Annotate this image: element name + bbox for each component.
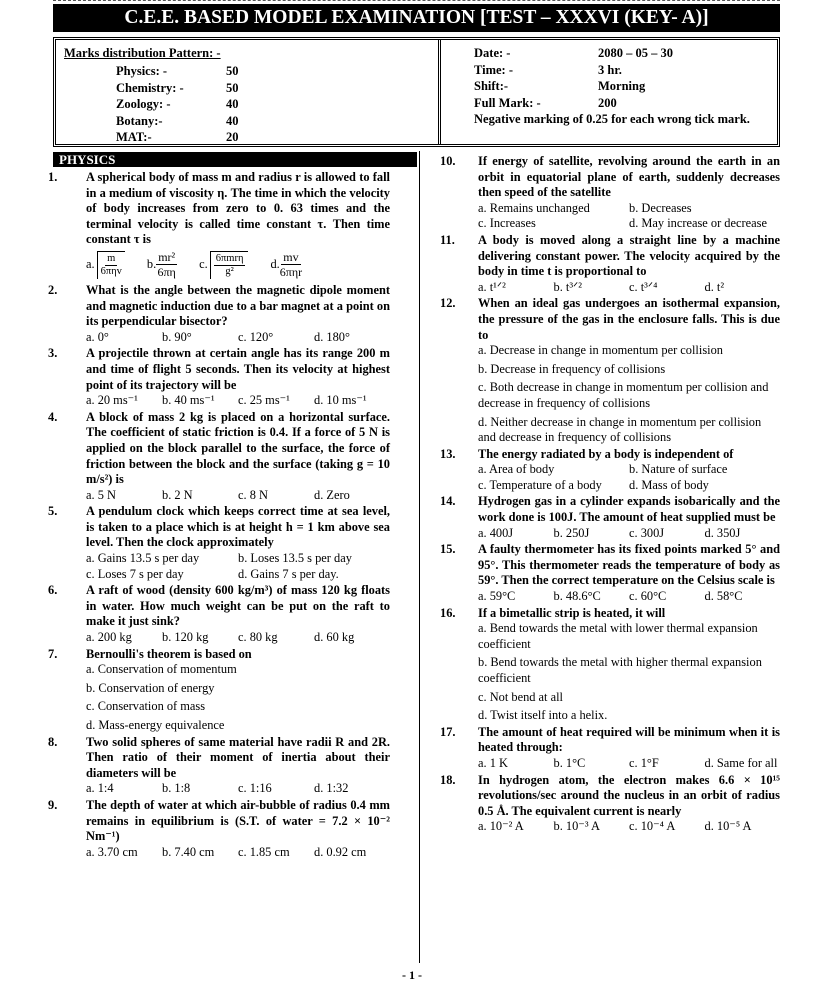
question-body [86,735,390,797]
option-b[interactable]: b. Decreases [629,200,692,215]
option-c[interactable]: c. Temperature of a body [478,477,602,492]
question-7 [48,647,390,734]
option-b[interactable]: b. 250J [553,525,590,540]
question-text: A raft of wood (density 600 kg/m³) of mass 120 kg floats in water. How much weight can be put on the raft to make it just sink? [86,583,390,629]
question-text: Bernoulli's theorem is based on [86,646,252,661]
meta-row [474,46,750,63]
question-body [478,606,780,724]
option-b[interactable]: b. Nature of surface [629,462,728,477]
option-d[interactable]: d. Neither decrease in change in momentum per collision and decrease in frequency of collisions [478,414,762,445]
question-text: In hydrogen atom, the electron makes 6.6 × 10¹⁵ revolutions/sec around the nucleus in an orbit of radius 0.5 Å. The equivalent current is nearly [478,772,780,818]
denominator: 6πη [157,265,176,280]
option-d[interactable]: d. 350J [704,525,741,540]
marks-row [64,81,266,98]
question-body [86,583,390,645]
meta-key: Time: - [474,62,513,77]
option-b[interactable]: b. 1:8 [162,781,191,796]
option-b[interactable]: b. 90° [162,329,192,344]
question-9 [48,798,390,860]
question-number: 11. [440,232,455,247]
question-number: 5. [48,504,58,519]
question-text: The amount of heat required will be minimum when it is heated through: [478,724,780,755]
question-10 [440,154,780,232]
question-text: A pendulum clock which keeps correct time at sea level, is taken to a place which is at height h = 1 km above sea level. Then the clock approximately [86,504,390,550]
question-number: 3. [48,346,58,361]
option-a[interactable]: a. Area of body [478,462,555,477]
question-options [86,488,390,504]
option-a[interactable]: a. t¹ᐟ² [478,279,506,294]
question-text: The depth of water at which air-bubble of radius 0.4 mm remains in equilibrium is (S.T. of water = 7.2 × 10⁻² Nm⁻¹) [86,797,390,844]
option-c[interactable]: c. Not bend at all [478,689,563,704]
question-5 [48,504,390,582]
option-a[interactable]: a. Bend towards the metal with lower thermal expansion coefficient [478,621,758,651]
option-d[interactable]: d. t² [704,279,725,294]
question-4 [48,410,390,504]
question-text: A block of mass 2 kg is placed on a horizontal surface. The coefficient of static friction is 0.4. If a force of 5 N is applied on the block parallel to the surface, the force of friction between the block and the surface (taking g = 10 m/s²) is [86,409,390,487]
meta-value: Morning [598,79,646,93]
question-options [478,526,780,542]
question-number: 9. [48,797,58,812]
numerator: 6πmrη [215,252,244,264]
question-15 [440,542,780,604]
meta-key: Date: - [474,46,511,60]
section-heading: PHYSICS [53,152,417,167]
option-a[interactable]: a. Remains unchanged [478,200,590,215]
option-b[interactable]: b. 40 ms⁻¹ [162,393,215,408]
option-b[interactable]: b. 10⁻³ A [553,819,600,834]
subject-name: Chemistry: - [116,80,184,95]
marks-row [64,130,266,147]
option-d[interactable]: d. Twist itself into a helix. [478,708,608,723]
left-column [48,170,390,861]
question-2 [48,283,390,345]
meta-key: Shift:- [474,79,509,93]
question-text: A faulty thermometer has its fixed points marked 5° and 95°. This thermometer reads the temperature of body as 59°. Then the correct temperature on the Celsius scale is [478,542,780,588]
marks-row [64,64,266,81]
question-options [478,343,780,446]
numerator: mv [283,250,299,265]
question-number: 17. [440,724,456,739]
subject-name: Physics: - [116,64,168,78]
question-body [478,296,780,445]
option-c[interactable]: c. 300J [629,525,665,540]
option-c[interactable]: c. 1:16 [238,781,272,796]
question-number: 4. [48,409,58,424]
question-options [86,781,390,797]
denominator: 6πηv [100,265,122,277]
question-text: If energy of satellite, revolving around the earth in an orbit in equatorial plane of earth, suddenly decreases then speed of the satellite [478,154,780,200]
option-d[interactable] [270,250,302,279]
question-body [478,494,780,541]
question-number: 6. [48,583,58,598]
option-label: d. [270,257,280,272]
option-d[interactable]: d. 180° [314,329,350,344]
option-a[interactable]: a. 20 ms⁻¹ [86,393,138,408]
meta-value: 200 [598,95,617,110]
subject-marks: 50 [226,80,239,95]
option-b[interactable]: b. Decrease in frequency of collisions [478,361,666,376]
option-a[interactable]: a. 1 K [478,755,508,770]
question-8 [48,735,390,797]
question-options [478,621,780,724]
option-label: c. [199,257,208,272]
meta-row [474,79,750,96]
info-divider [438,40,442,144]
marks-distribution [64,46,266,147]
option-a[interactable]: a. 400J [478,525,514,540]
numerator: m [107,252,116,264]
question-body [478,725,780,772]
option-a[interactable]: a. Conservation of momentum [86,662,237,677]
question-number: 15. [440,542,456,557]
question-17 [440,725,780,772]
question-text: The energy radiated by a body is independent of [478,446,734,461]
sqrt-sign [97,251,125,279]
question-text: When an ideal gas undergoes an isothermal expansion, the pressure of the gas in the enclosure falls. This is due to [478,296,780,342]
option-a[interactable]: a. Gains 13.5 s per day [86,551,200,566]
marks-heading: Marks distribution Pattern: - [64,46,221,60]
question-options [478,589,780,605]
marks-row [64,97,266,114]
meta-key: Full Mark: - [474,95,541,110]
info-box [53,37,780,147]
question-text: A spherical body of mass m and radius r is allowed to fall in a medium of viscosity η. The time in which the velocity of body increases from zero to 0. 63 times and the terminal velocity is called time constant τ. Then time constant τ is [86,170,390,247]
option-c[interactable]: c. Loses 7 s per day [86,566,184,581]
option-a[interactable]: a. 0° [86,329,109,344]
option-b[interactable]: b. 1°C [553,755,586,770]
option-d[interactable]: d. Zero [314,487,350,502]
option-c[interactable] [199,251,248,279]
denominator: g² [225,265,234,277]
option-b[interactable]: b. Loses 13.5 s per day [238,551,352,566]
question-1 [48,170,390,282]
option-label: a. [86,257,95,272]
question-text: What is the angle between the magnetic dipole moment and magnetic induction due to a bar magnet at a point on its perpendicular bisector? [86,282,390,329]
option-b[interactable]: b. 7.40 cm [162,844,215,859]
question-number: 13. [440,446,456,461]
option-d[interactable]: d. 58°C [704,589,743,604]
option-b[interactable]: b. t³ᐟ² [553,279,583,294]
question-options [86,551,390,582]
subject-marks: 40 [226,113,239,128]
question-text: Two solid spheres of same material have radii R and 2R. Then ratio of their moment of inertia about their diameters will be [86,734,390,780]
option-a[interactable]: a. Decrease in change in momentum per collision [478,343,723,358]
option-c[interactable]: c. Increases [478,216,536,231]
column-divider [419,151,420,963]
option-c[interactable]: c. 25 ms⁻¹ [238,393,290,408]
question-16 [440,606,780,724]
question-body [478,447,780,494]
question-options [478,462,780,493]
subject-marks: 50 [226,64,239,78]
question-number: 2. [48,282,58,297]
option-a[interactable]: a. 200 kg [86,630,132,645]
subject-name: Botany:- [116,113,163,128]
option-b[interactable]: b. 2 N [162,487,193,502]
negative-marking-note: Negative marking of 0.25 for each wrong tick mark. [474,112,750,126]
option-a[interactable]: a. 10⁻² A [478,819,524,834]
option-d[interactable]: d. Gains 7 s per day. [238,566,339,581]
meta-row [474,96,750,113]
subject-name: MAT:- [116,130,152,144]
option-c[interactable]: c. Both decrease in change in momentum per collision and decrease in frequency of collisions [478,380,769,410]
meta-value: 3 hr. [598,62,622,77]
option-a[interactable] [86,251,125,279]
option-d[interactable]: d. 1:32 [314,781,349,796]
option-b[interactable]: b. Conservation of energy [86,680,215,695]
marks-row [64,114,266,131]
option-b[interactable]: b. 120 kg [162,630,209,645]
question-number: 1. [48,170,58,184]
question-options [86,662,390,733]
question-text: If a bimetallic strip is heated, it will [478,605,666,620]
option-d[interactable]: d. 10 ms⁻¹ [314,393,367,408]
question-text: A body is moved along a straight line by a machine delivering constant power. The velocity acquired by the body in time t is proportional to [478,232,780,279]
option-a[interactable]: a. 3.70 cm [86,844,138,859]
option-c[interactable]: c. Conservation of mass [86,699,206,714]
meta-row [474,63,750,80]
question-body [478,773,780,835]
option-c[interactable]: c. 1°F [629,755,659,770]
option-c[interactable]: c. 120° [238,329,274,344]
option-c[interactable]: c. 8 N [238,487,268,502]
question-text: A projectile thrown at certain angle has its range 200 m and time of flight 5 seconds. Then its velocity at highest point of its trajectory will be [86,346,390,392]
question-body [86,283,390,345]
question-options [86,393,390,409]
question-body [86,346,390,408]
option-b[interactable]: b. 48.6°C [553,589,601,604]
option-c[interactable]: c. t³ᐟ⁴ [629,279,658,294]
question-body [86,647,390,734]
exam-meta [474,46,750,129]
question-options [86,330,390,346]
option-c[interactable]: c. 80 kg [238,630,278,645]
question-options [478,819,780,835]
question-body [478,154,780,232]
question-number: 7. [48,646,58,661]
question-options [86,630,390,646]
question-14 [440,494,780,541]
question-text: Hydrogen gas in a cylinder expands isobarically and the work done is 100J. The amount of heat supplied must be [478,494,780,525]
question-18 [440,773,780,835]
question-number: 14. [440,494,456,509]
question-13 [440,447,780,494]
subject-marks: 20 [226,130,239,144]
question-12 [440,296,780,445]
question-body [478,233,780,295]
option-d[interactable]: d. May increase or decrease [629,216,767,231]
option-a[interactable]: a. 1:4 [86,781,114,796]
question-number: 18. [440,772,456,787]
option-b[interactable] [147,250,177,279]
denominator: 6πηr [279,265,303,280]
question-body [86,410,390,504]
question-options [478,280,780,296]
question-number: 16. [440,605,456,620]
page-number: - 1 - [402,968,422,982]
page-title: C.E.E. BASED MODEL EXAMINATION [TEST – XXXVI (KEY- A)] [53,4,780,32]
option-d[interactable]: d. Mass of body [629,477,709,492]
question-number: 8. [48,734,58,749]
question-options [478,756,780,772]
question-body [478,542,780,604]
option-label: b. [146,257,157,272]
option-d[interactable]: d. 60 kg [314,630,355,645]
question-number: 12. [440,296,456,311]
option-d[interactable]: d. Mass-energy equivalence [86,718,225,732]
numerator: mr² [158,250,176,265]
question-body [86,504,390,582]
subject-name: Zoology: - [116,97,171,111]
question-3 [48,346,390,408]
right-column [440,154,780,836]
question-options [86,845,390,861]
question-1-options [86,248,390,282]
question-number: 10. [440,154,456,168]
option-c[interactable]: c. 1.85 cm [238,844,290,859]
subject-marks: 40 [226,97,239,111]
option-c[interactable]: c. 60°C [629,589,667,604]
meta-value: 2080 – 05 – 30 [598,46,673,60]
question-6 [48,583,390,645]
option-d[interactable]: d. Same for all [704,755,778,770]
sqrt-sign [210,251,249,279]
question-body [86,798,390,860]
option-d[interactable]: d. 0.92 cm [314,844,367,859]
option-d[interactable]: d. 10⁻⁵ A [704,819,752,834]
option-a[interactable]: a. 5 N [86,487,116,502]
question-11 [440,233,780,295]
question-options [478,201,780,232]
option-a[interactable]: a. 59°C [478,589,516,604]
option-b[interactable]: b. Bend towards the metal with higher thermal expansion coefficient [478,655,762,685]
option-c[interactable]: c. 10⁻⁴ A [629,819,676,834]
